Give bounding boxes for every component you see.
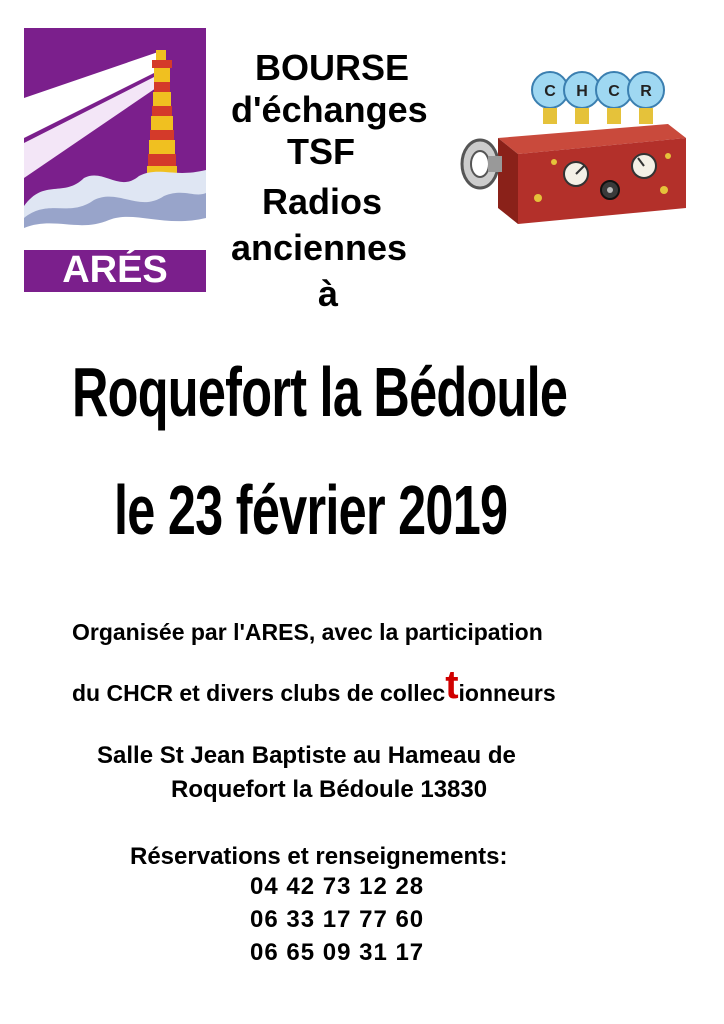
organisation-red-letter: t <box>445 663 459 707</box>
ares-logo <box>24 28 206 292</box>
header-line-bourse: BOURSE <box>255 47 410 88</box>
header-line-anciennes: anciennes <box>231 227 408 268</box>
organisation-line-1: Organisée par l'ARES, avec la participation <box>72 619 543 645</box>
address-line-2: Roquefort la Bédoule 13830 <box>171 776 488 803</box>
phone-number: 04 42 73 12 28 <box>250 873 425 900</box>
header-line-a: à <box>318 273 339 314</box>
phone-number: 06 33 17 77 60 <box>250 906 425 933</box>
ares-logo-text: ARÉS <box>62 249 168 291</box>
organisation-line-2 <box>72 663 556 707</box>
tube-letter-h: H <box>576 83 588 100</box>
address-line-1: Salle St Jean Baptiste au Hameau de <box>97 742 516 769</box>
header-line-echanges: d'échanges <box>231 89 428 130</box>
tube-letter-c2: C <box>608 83 620 100</box>
organisation-line-2-end: ionneurs <box>458 680 556 706</box>
organisation-line-2-start: du CHCR et divers clubs de collec <box>72 680 446 706</box>
event-town: Roquefort la Bédoule <box>72 353 568 431</box>
radio-illustration <box>458 68 694 226</box>
event-date: le 23 février 2019 <box>114 471 508 549</box>
header-line-radios: Radios <box>262 181 383 222</box>
header-line-tsf: TSF <box>287 131 355 172</box>
reservations-title: Réservations et renseignements: <box>130 843 508 870</box>
tube-letter-c1: C <box>544 83 556 100</box>
phone-number: 06 65 09 31 17 <box>250 939 425 966</box>
tube-letter-r: R <box>640 83 652 100</box>
